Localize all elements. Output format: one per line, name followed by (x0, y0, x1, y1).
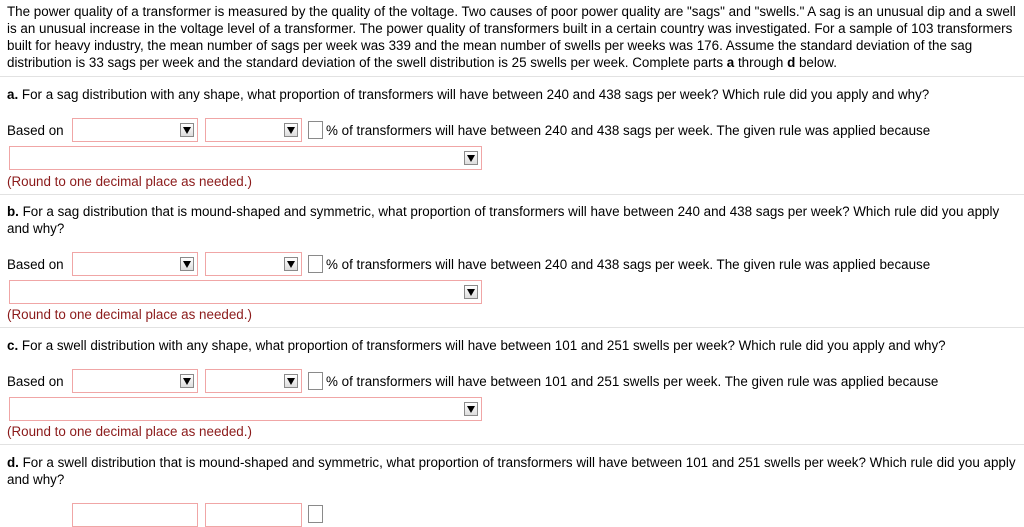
question-a-letter: a. (7, 87, 19, 102)
answer-text-a: % of transformers will have between 240 and 438 sags per week. The given rule was applied because (326, 123, 931, 138)
intro-part-d: d (787, 55, 796, 70)
percent-input-b[interactable] (308, 255, 323, 273)
question-a-text: For a sag distribution with any shape, what proportion of transformers will have between 240 and 438 sags per week? Which rule did you apply and why? (18, 87, 930, 102)
divider (0, 76, 1024, 77)
answer-text-b: % of transformers will have between 240 and 438 sags per week. The given rule was applied because (326, 257, 931, 272)
based-on-label: Based on (7, 122, 64, 138)
chevron-down-icon (180, 374, 194, 388)
divider (0, 194, 1024, 195)
rule-dropdown-c[interactable] (72, 369, 198, 393)
chevron-down-icon (284, 257, 298, 271)
percent-input-a[interactable] (308, 121, 323, 139)
chevron-down-icon (180, 257, 194, 271)
chevron-down-icon (284, 374, 298, 388)
question-b (7, 203, 1017, 237)
based-on-label: Based on (7, 373, 64, 389)
divider (0, 327, 1024, 328)
rule-dropdown-a[interactable] (72, 118, 198, 142)
rule-qualifier-dropdown-b[interactable] (205, 252, 302, 276)
intro-text-end: below. (795, 55, 837, 70)
problem-intro (7, 3, 1022, 71)
reason-dropdown-a[interactable] (9, 146, 482, 170)
question-d-letter: d. (7, 455, 19, 470)
based-on-label: Based on (7, 256, 64, 272)
chevron-down-icon (464, 151, 478, 165)
percent-input-d[interactable] (308, 505, 323, 523)
rule-qualifier-dropdown-d[interactable] (205, 503, 302, 527)
answer-row-a (7, 117, 71, 143)
question-c-text: For a swell distribution with any shape, what proportion of transformers will have between 101 and 251 swells per week? Which rule did you apply and why? (18, 338, 946, 353)
question-c-letter: c. (7, 338, 19, 353)
intro-text: The power quality of a transformer is measured by the quality of the voltage. Two causes of poor power quality are "sags" and "swells." A sag is an unusual dip and a swell is an unusual increase in the voltage level of a transformer. The power quality of transformers built in a certain country was investigated. For a sample of 103 transformers built for heavy industry, the mean number of sags per week was 339 and the mean number of swells per weeks was 176. Assume the standard deviation of the sag distribution is 33 sags per week and the standard deviation of the swell distribution is 25 swells per week. Complete parts (7, 4, 1016, 70)
question-c (7, 337, 1017, 354)
question-d (7, 454, 1017, 488)
chevron-down-icon (464, 402, 478, 416)
answer-text-c: % of transformers will have between 101 and 251 swells per week. The given rule was applied because (326, 374, 939, 389)
chevron-down-icon (284, 123, 298, 137)
round-note-a: (Round to one decimal place as needed.) (7, 174, 252, 189)
reason-dropdown-c[interactable] (9, 397, 482, 421)
round-note-b: (Round to one decimal place as needed.) (7, 307, 252, 322)
question-a (7, 86, 1017, 103)
divider (0, 444, 1024, 445)
intro-text-mid: through (734, 55, 788, 70)
question-b-text: For a sag distribution that is mound-shaped and symmetric, what proportion of transformers will have between 240 and 438 sags per week? Which rule did you apply and why? (7, 204, 1000, 236)
intro-part-a: a (726, 55, 735, 70)
answer-row-b (7, 251, 71, 277)
reason-dropdown-b[interactable] (9, 280, 482, 304)
answer-row-c (7, 368, 71, 394)
round-note-c: (Round to one decimal place as needed.) (7, 424, 252, 439)
question-b-letter: b. (7, 204, 19, 219)
chevron-down-icon (464, 285, 478, 299)
rule-qualifier-dropdown-a[interactable] (205, 118, 302, 142)
percent-input-c[interactable] (308, 372, 323, 390)
question-d-text: For a swell distribution that is mound-shaped and symmetric, what proportion of transformers will have between 101 and 251 swells per week? Which rule did you apply and why? (7, 455, 1016, 487)
rule-qualifier-dropdown-c[interactable] (205, 369, 302, 393)
rule-dropdown-d[interactable] (72, 503, 198, 527)
rule-dropdown-b[interactable] (72, 252, 198, 276)
chevron-down-icon (180, 123, 194, 137)
